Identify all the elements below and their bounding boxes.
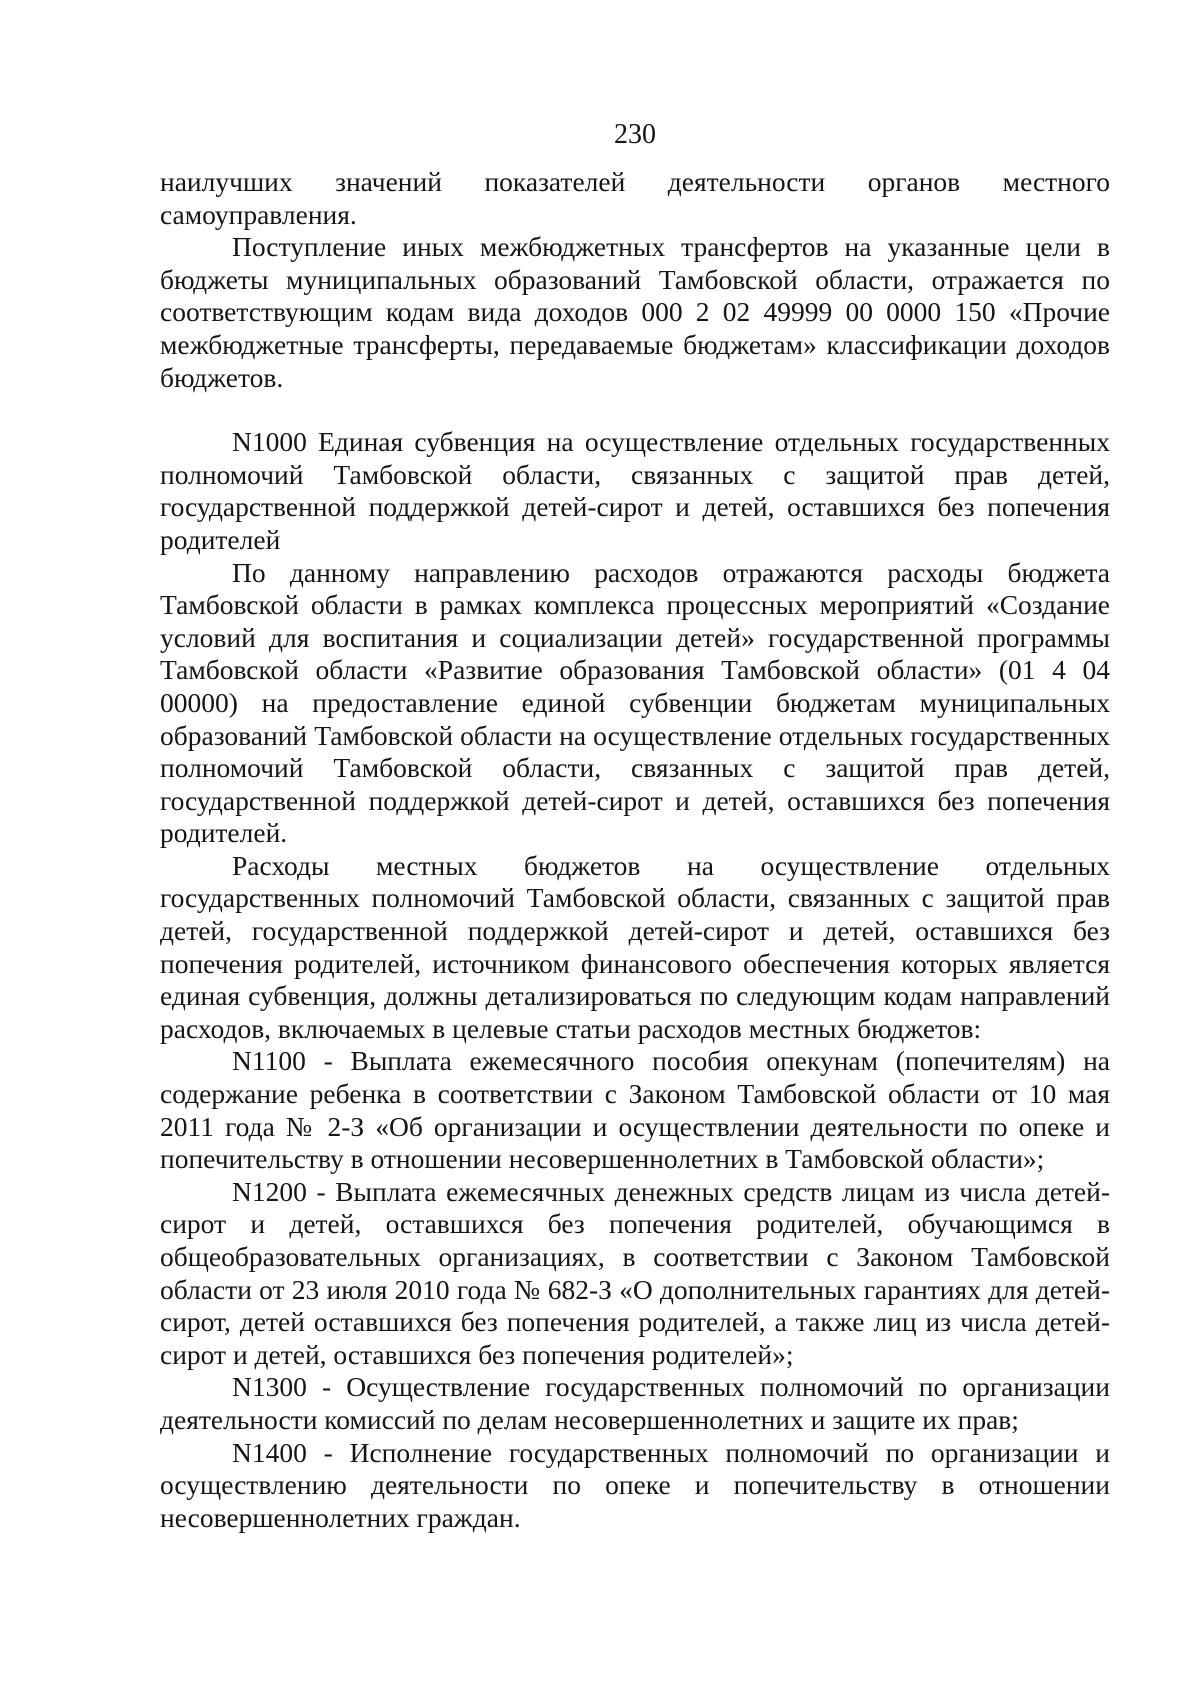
document-body — [160, 166, 1110, 1534]
page-number: 230 — [614, 119, 656, 150]
list-item-n1100: N1100 - Выплата ежемесячного пособия опекунам (попечителям) на содержание ребенка в соответствии с Законом Тамбовской области от 10 мая 2011 года № 2-З «Об организации и осуществлении деятельности по опеке и попечительству в отношении несовершеннолетних в Тамбовской области»; — [160, 1045, 1110, 1175]
section-heading-n1000: N1000 Единая субвенция на осуществление отдельных государственных полномочий Тамбовской области, связанных с защитой прав детей, государственной поддержкой детей-сирот и детей, оставшихся без попечения родителей — [160, 426, 1110, 555]
list-item-n1400: N1400 - Исполнение государственных полномочий по организации и осуществлению деятельности по опеке и попечительству в отношении несовершеннолетних граждан. — [160, 1436, 1110, 1533]
paragraph-interbudget-transfers: Поступление иных межбюджетных трансфертов на указанные цели в бюджеты муниципальных образований Тамбовской области, отражается по соответствующим кодам вида доходов 000 2 02 49999 00 0000 150 «Прочие межбюджетные трансферты, передаваемые бюджетам» классификации доходов бюджетов. — [160, 231, 1110, 393]
list-item-n1200: N1200 - Выплата ежемесячных денежных средств лицам из числа детей-сирот и детей, оставшихся без попечения родителей, обучающимся в общеобразовательных организациях, в соответствии с Законом Тамбовской области от 23 июля 2010 года № 682-З «О дополнительных гарантиях для детей-сирот, детей оставшихся без попечения родителей, а также лиц из числа детей-сирот и детей, оставшихся без попечения родителей»; — [160, 1175, 1110, 1370]
paragraph-continuation: наилучших значений показателей деятельности органов местного самоуправления. — [160, 166, 1110, 230]
list-item-n1300: N1300 - Осуществление государственных полномочий по организации деятельности комиссий по делам несовершеннолетних и защите их прав; — [160, 1371, 1110, 1435]
paragraph-local-budgets: Расходы местных бюджетов на осуществление отдельных государственных полномочий Тамбовской области, связанных с защитой прав детей, государственной поддержкой детей-сирот и детей, оставшихся без попечения родителей, источником финансового обеспечения которых является единая субвенция, должны детализироваться по следующим кодам направлений расходов, включаемых в целевые статьи расходов местных бюджетов: — [160, 849, 1110, 1044]
paragraph-expense-direction: По данному направлению расходов отражаются расходы бюджета Тамбовской области в рамках комплекса процессных мероприятий «Создание условий для воспитания и социализации детей» государственной программы Тамбовской области «Развитие образования Тамбовской области» (01 4 04 00000) на предоставление единой субвенции бюджетам муниципальных образований Тамбовской области на осуществление отдельных государственных полномочий Тамбовской области, связанных с защитой прав детей, государственной поддержкой детей-сирот и детей, оставшихся без попечения родителей. — [160, 556, 1110, 849]
